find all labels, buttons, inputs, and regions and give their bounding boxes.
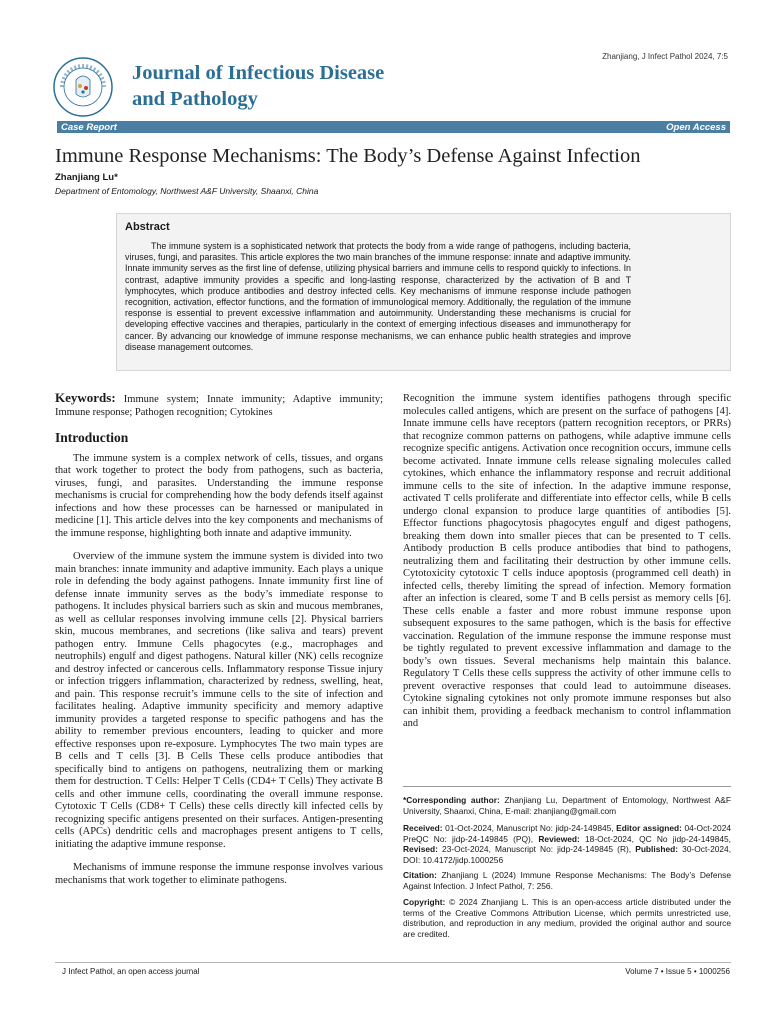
keywords-label: Keywords: bbox=[55, 390, 116, 405]
corresponding-author bbox=[403, 795, 731, 816]
editor-text: 04-Oct-2024 PreQC No: jidp-24-149845 (PQ), bbox=[403, 823, 732, 844]
corresponding-author-label: *Corresponding author: bbox=[403, 795, 500, 805]
reviewed-label: Reviewed: bbox=[538, 833, 580, 844]
revised-text: 23-Oct-2024, Manuscript No: jidp-24-149845 (R), bbox=[442, 844, 632, 854]
paragraph-2: Overview of the immune system the immune system is divided into two main branches: innate immunity and adaptive immunity. Each plays a unique role in defending the body against pathogens. Innate immunity first line of defense innate immunity serves as the body’s immediate response to pathogens. It includes physical barriers such as skin and mucous membranes, as well as cellular responses involving immune cells [2]. Physical barriers skin, mucous membranes, and secretions (like saliva and tears) prevent pathogen entry. Immune Cells phagocytes (e.g., macrophages and neutrophils) engulf and digest pathogens. Natural killer (NK) cells recognize and destroy infected or cancerous cells. Inflammatory response Tissue injury or infection triggers inflammation, characterized by redness, swelling, heat, and pain. This response recruit’s immune cells to the site of infection and facilitates healing. Adaptive immunity specificity and memory adaptive immunity provides a targeted response to specific pathogens and has the ability to remember previous encounters, leading to quicker and more effective responses upon re-exposure. Lymphocytes The two main types are B cells and T cells [3]. B Cells These cells produce antibodies that specifically bind to antigens on pathogens, neutralizing them or marking them for destruction. T Cells: Helper T Cells (CD4+ T Cells) They activate B cells and other immune cells, coordinating the overall immune response. Cytotoxic T Cells (CD8+ T Cells) these cells directly kill infected cells by recognizing specific antigens presented on their surfaces. Antigen-presenting cells (APCs) dendritic cells and macrophages present antigens to T cells, initiating the adaptive immune response. bbox=[55, 551, 383, 850]
paragraph-1: The immune system is a complex network of cells, tissues, and organs that work together to protect the body from pathogens, such as bacteria, viruses, fungi, and parasites. Understanding the immune response mechanisms is crucial for comprehending how the body defends itself against infections and how these processes can be harnessed or manipulated in medicine [1]. This article delves into the key components and mechanisms of the immune response, highlighting both innate and adaptive immunity. bbox=[55, 452, 383, 539]
abstract-box bbox=[116, 213, 731, 371]
header-citation: Zhanjiang, J Infect Pathol 2024, 7:5 bbox=[602, 52, 728, 61]
reviewed-text: 18-Oct-2024, QC No jidp-24-149845, bbox=[585, 833, 731, 844]
editor-label: Editor assigned: bbox=[616, 823, 682, 833]
received-text: 01-Oct-2024, Manuscript No: jidp-24-149845, bbox=[445, 823, 614, 833]
abstract-heading: Abstract bbox=[125, 221, 170, 233]
author-name: Zhanjiang Lu* bbox=[55, 172, 118, 183]
abstract-text: The immune system is a sophisticated network that protects the body from a wide range of pathogens, including bacteria, viruses, fungi, and parasites. This article explores the two main branches of the immune response: innate and adaptive immunity. Innate immunity serves as the first line of defense, utilizing physical barriers and immune cells to respond quickly to infections. In contrast, adaptive immunity provides a specific and long-lasting response, characterized by the activation of B and T lymphocytes, which produce antibodies and destroy infected cells. Key mechanisms of immune response include pathogen recognition, activation, effector functions, and the formation of immunological memory. Additionally, the regulation of the immune response is essential to prevent excessive inflammation and autoimmunity. Understanding these mechanisms is crucial for developing effective vaccines and therapies, particularly in the context of emerging infectious diseases and immunotherapy for cancer. By advancing our knowledge of immune response mechanisms, we can enhance public health strategies and improve disease management outcomes. bbox=[125, 241, 631, 352]
keywords bbox=[55, 392, 383, 419]
keywords-text: Immune system; Innate immunity; Adaptive immunity; Immune response; Pathogen recognition; Cytokines bbox=[55, 394, 384, 418]
paragraph-4: Recognition the immune system identifies pathogens through specific molecules called antigens, which are present on the surface of pathogens [4]. Innate immune cells have receptors (pattern recognition receptors, or PRRs) that recognize common patterns on pathogens, while adaptive immune cells recognize specific antigens. Activation once recognition occurs, immune cells become activated. Innate immune cells release signaling molecules called cytokines, which enhance the inflammatory response and recruit additional immune cells to the site of infection. In the adaptive immune response, activated T cells proliferate and differentiate into effector cells, while B cells undergo clonal expansion to produce large quantities of antibodies [5]. Effector functions phagocytosis phagocytes engulf and digest pathogens, breaking them down into smaller pieces that can be presented to T cells. Antibody production B cells produce antibodies that bind to pathogens, neutralizing them and facilitating their destruction by other immune cells. Cytotoxicity cytotoxic T cells induce apoptosis (programmed cell death) in infected cells, thereby limiting the spread of infection. Memory formation after an infection is cleared, some T and B cells persist as memory cells [6]. These cells enable a faster and more robust immune response upon subsequent exposures to the same pathogen, which is the basis for effective vaccination. Regulation of the immune response the immune response must be tightly regulated to prevent excessive inflammation and damage to the body’s own tissues. Several mechanisms help maintain this balance. Regulatory T Cells these cells suppress the activity of other immune cells to prevent overactive responses that could lead to autoimmune diseases. Cytokine signaling cytokines not only promote immune responses but also can inhibit them, providing a feedback mechanism to control inflammation and bbox=[403, 393, 731, 729]
open-access-label: Open Access bbox=[666, 121, 726, 133]
article-type: Case Report bbox=[61, 121, 117, 133]
received-label: Received: bbox=[403, 823, 443, 833]
meta-divider bbox=[403, 786, 731, 787]
footer-volume: Volume 7 • Issue 5 • 1000256 bbox=[625, 967, 730, 976]
copyright bbox=[403, 897, 731, 939]
journal-title-line2: and Pathology bbox=[132, 88, 258, 110]
journal-title bbox=[132, 60, 384, 112]
journal-title-line1: Journal of Infectious Disease bbox=[132, 62, 385, 84]
paragraph-3: Mechanisms of immune response the immune response involves various mechanisms that work together to eliminate pathogens. bbox=[55, 862, 383, 886]
journal-logo-icon bbox=[52, 56, 114, 118]
introduction-heading: Introduction bbox=[55, 430, 129, 445]
right-column bbox=[403, 393, 731, 742]
footer-journal: J Infect Pathol, an open access journal bbox=[62, 967, 200, 976]
author-affiliation: Department of Entomology, Northwest A&F University, Shaanxi, China bbox=[55, 186, 319, 196]
article-type-bar bbox=[57, 121, 730, 133]
left-column bbox=[55, 392, 383, 898]
copyright-label: Copyright: bbox=[403, 897, 446, 907]
corresponding-author-text: Zhanjiang Lu, Department of Entomology, Northwest A&F University, Shaanxi, China, E-mail: zhanjiang@gmail.com bbox=[403, 795, 731, 816]
published-text: 30-Oct-2024, DOI: 10.4172/jidp.1000256 bbox=[403, 844, 732, 865]
citation-label: Citation: bbox=[403, 870, 437, 880]
citation-text: Zhanjiang L (2024) Immune Response Mechanisms: The Body’s Defense Against Infection. J Infect Pathol, 7: 256. bbox=[403, 870, 732, 891]
published-label: Published: bbox=[635, 844, 679, 854]
revised-label: Revised: bbox=[403, 844, 438, 854]
citation bbox=[403, 870, 731, 891]
article-title: Immune Response Mechanisms: The Body’s Defense Against Infection bbox=[55, 145, 641, 167]
copyright-text: © 2024 Zhanjiang L. This is an open-access article distributed under the terms of the Creative Commons Attribution License, which permits unrestricted use, distribution, and reproduction in any medium, provided the original author and source are credited. bbox=[403, 897, 732, 939]
footer-divider bbox=[55, 962, 731, 963]
manuscript-dates bbox=[403, 823, 731, 865]
